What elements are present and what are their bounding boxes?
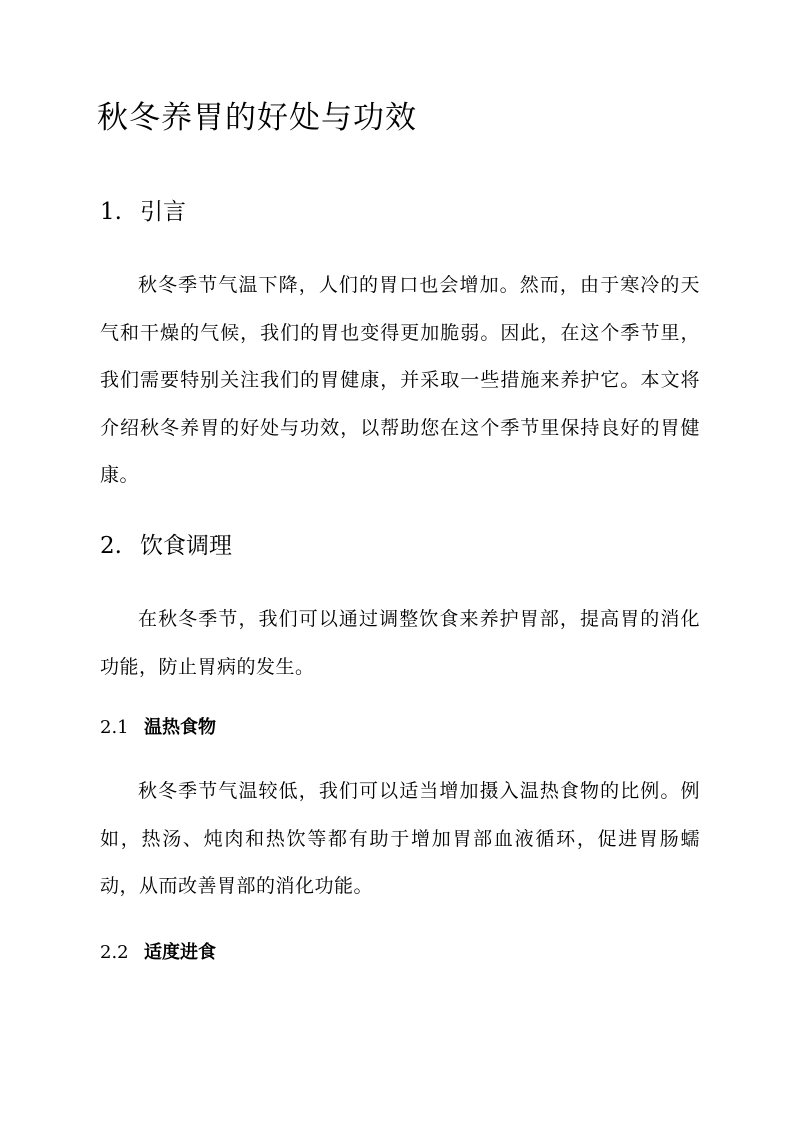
subsection-title: 温热食物 [144, 717, 216, 738]
subsection-heading-warm-food [100, 715, 216, 741]
section-heading-diet [100, 530, 232, 562]
section-number: 2. [100, 533, 122, 559]
diet-paragraph: 在秋冬季节，我们可以通过调整饮食来养护胃部，提高胃的消化功能，防止胃病的发生。 [100, 608, 700, 678]
section-title: 饮食调理 [140, 533, 232, 559]
warm-food-paragraph: 秋冬季节气温较低，我们可以适当增加摄入温热食物的比例。例如，热汤、炖肉和热饮等都有助于增加胃部血液循环，促进胃肠蠕动，从而改善胃部的消化功能。 [100, 780, 700, 897]
section-heading-intro [100, 196, 186, 228]
document-title: 秋冬养胃的好处与功效 [97, 100, 417, 136]
subsection-number: 2.2 [100, 942, 129, 963]
subsection-heading-moderate-eating [100, 940, 216, 966]
subsection-number: 2.1 [100, 717, 129, 738]
section-title: 引言 [140, 199, 186, 225]
section-number: 1. [100, 199, 122, 225]
subsection-title: 适度进食 [144, 942, 216, 963]
intro-paragraph: 秋冬季节气温下降，人们的胃口也会增加。然而，由于寒冷的天气和干燥的气候，我们的胃也变得更加脆弱。因此，在这个季节里，我们需要特别关注我们的胃健康，并采取一些措施来养护它。本文将介绍秋冬养胃的好处与功效，以帮助您在这个季节里保持良好的胃健康。 [100, 274, 700, 486]
